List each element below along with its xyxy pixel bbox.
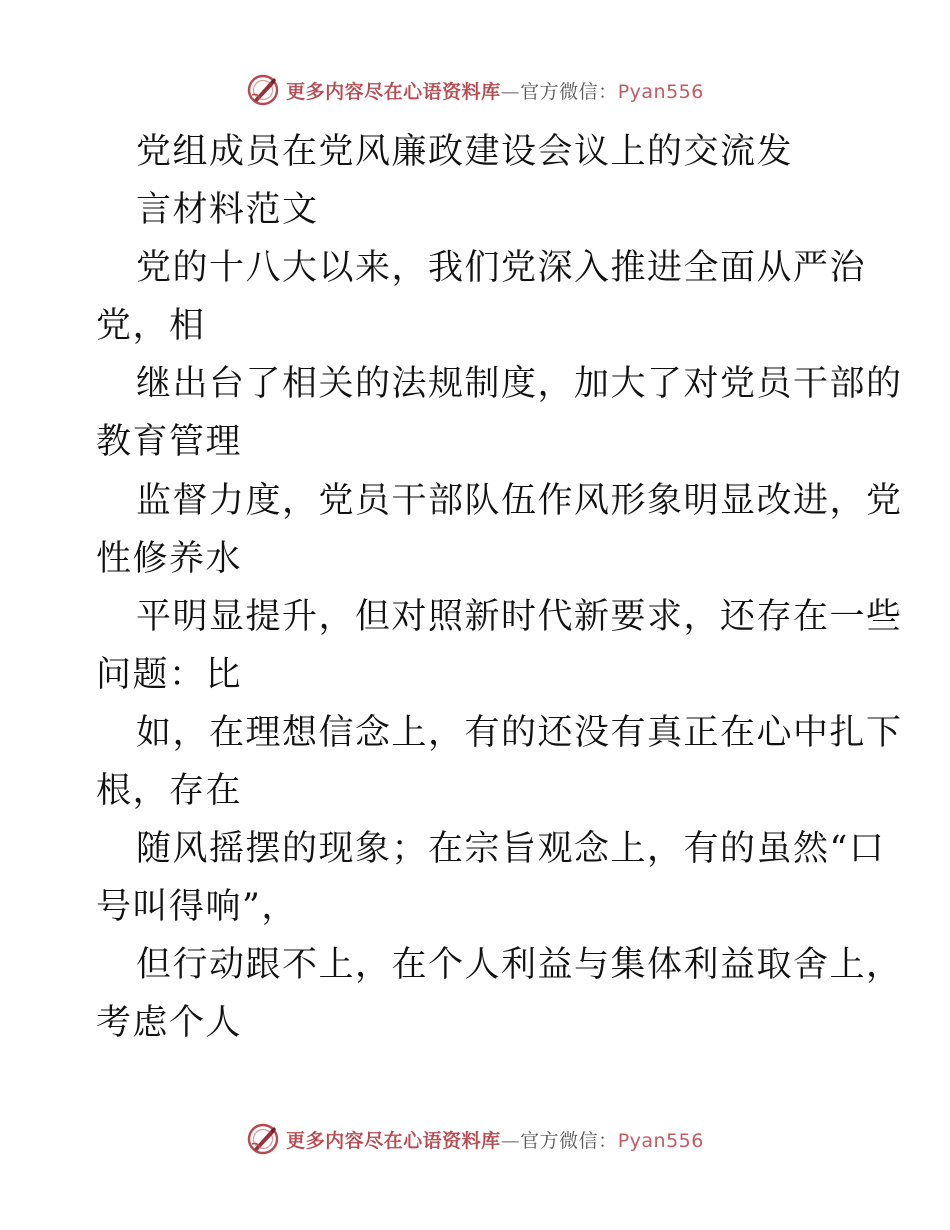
body-line: 问题：比 (96, 654, 243, 695)
footer-banner (0, 1119, 950, 1159)
footer-banner-wechat-id: Pyan556 (617, 1129, 704, 1152)
body-line: 根，存在 (96, 771, 243, 812)
footer-banner-main-text: 更多内容尽在心语资料库 (286, 1129, 501, 1152)
body-line: 性修养水 (96, 538, 243, 579)
body-line: 继出台了相关的法规制度，加大了对党员干部的 (136, 364, 903, 405)
quill-pen-seal-icon (246, 73, 280, 107)
body-line: 党，相 (96, 306, 206, 347)
quill-pen-seal-icon (246, 1122, 280, 1156)
body-line: 党的十八大以来，我们党深入推进全面从严治 (136, 248, 867, 289)
document-body (96, 123, 903, 1053)
header-banner-wechat-id: Pyan556 (617, 80, 704, 103)
header-banner-dash: — (500, 80, 521, 103)
title-line-1: 党组成员在党风廉政建设会议上的交流发 (136, 132, 794, 172)
body-line: 监督力度，党员干部队伍作风形象明显改进，党 (136, 480, 903, 521)
footer-banner-content (246, 1122, 704, 1156)
header-banner-content (246, 73, 704, 107)
header-banner-official-label: 官方微信： (520, 80, 618, 103)
body-line: 号叫得响”， (96, 887, 298, 928)
body-line: 随风摇摆的现象；在宗旨观念上，有的虽然“口 (136, 829, 886, 870)
title-line-2: 言材料范文 (136, 190, 319, 231)
body-line: 平明显提升，但对照新时代新要求，还存在一些 (136, 596, 903, 637)
footer-banner-dash: — (500, 1129, 521, 1152)
body-line: 教育管理 (96, 422, 243, 463)
footer-banner-text (286, 1126, 704, 1153)
header-banner-text (286, 77, 704, 104)
header-banner-main-text: 更多内容尽在心语资料库 (286, 80, 501, 103)
header-banner (0, 70, 950, 110)
body-line: 但行动跟不上，在个人利益与集体利益取舍上， (136, 945, 903, 986)
body-line: 如，在理想信念上，有的还没有真正在心中扎下 (136, 712, 903, 753)
footer-banner-official-label: 官方微信： (520, 1129, 618, 1152)
body-line: 考虑个人 (96, 1003, 243, 1044)
